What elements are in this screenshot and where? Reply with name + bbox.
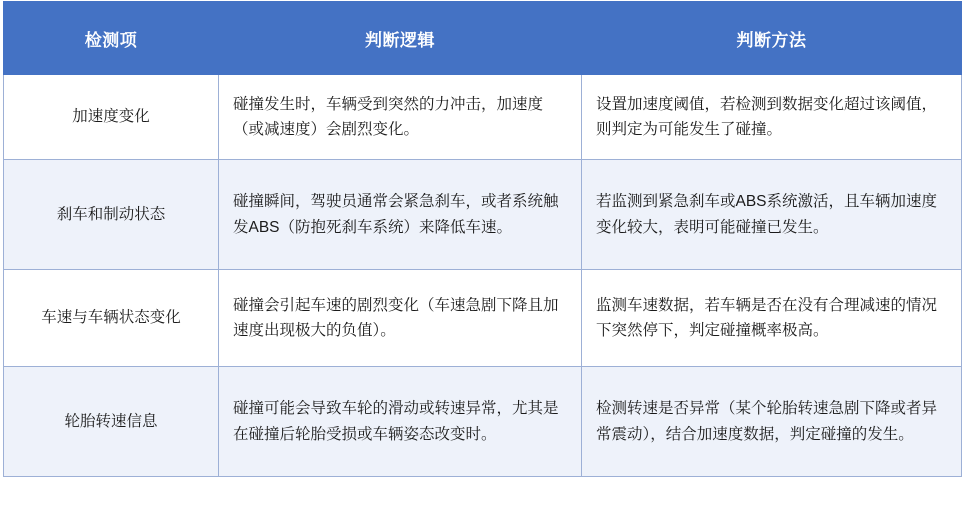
table-row: [4, 270, 962, 367]
table-header: [4, 2, 962, 75]
cell-logic: 碰撞可能会导致车轮的滑动或转速异常，尤其是在碰撞后轮胎受损或车辆姿态改变时。: [219, 367, 582, 477]
table-row: [4, 75, 962, 160]
cell-logic: 碰撞瞬间，驾驶员通常会紧急刹车，或者系统触发ABS（防抱死刹车系统）来降低车速。: [219, 160, 582, 270]
cell-method: 若监测到紧急刹车或ABS系统激活，且车辆加速度变化较大，表明可能碰撞已发生。: [582, 160, 962, 270]
cell-item: 加速度变化: [4, 75, 219, 160]
column-header-item: 检测项: [4, 2, 219, 75]
table-row: [4, 367, 962, 477]
cell-method: 设置加速度阈值，若检测到数据变化超过该阈值，则判定为可能发生了碰撞。: [582, 75, 962, 160]
cell-item: 轮胎转速信息: [4, 367, 219, 477]
detection-table: [3, 1, 962, 477]
column-header-logic: 判断逻辑: [219, 2, 582, 75]
cell-logic: 碰撞会引起车速的剧烈变化（车速急剧下降且加速度出现极大的负值）。: [219, 270, 582, 367]
cell-item: 刹车和制动状态: [4, 160, 219, 270]
cell-method: 检测转速是否异常（某个轮胎转速急剧下降或者异常震动），结合加速度数据，判定碰撞的发生。: [582, 367, 962, 477]
table-header-row: [4, 2, 962, 75]
cell-logic: 碰撞发生时，车辆受到突然的力冲击，加速度（或减速度）会剧烈变化。: [219, 75, 582, 160]
cell-method: 监测车速数据，若车辆是否在没有合理减速的情况下突然停下，判定碰撞概率极高。: [582, 270, 962, 367]
column-header-method: 判断方法: [582, 2, 962, 75]
cell-item: 车速与车辆状态变化: [4, 270, 219, 367]
table-row: [4, 160, 962, 270]
table-body: [4, 75, 962, 477]
